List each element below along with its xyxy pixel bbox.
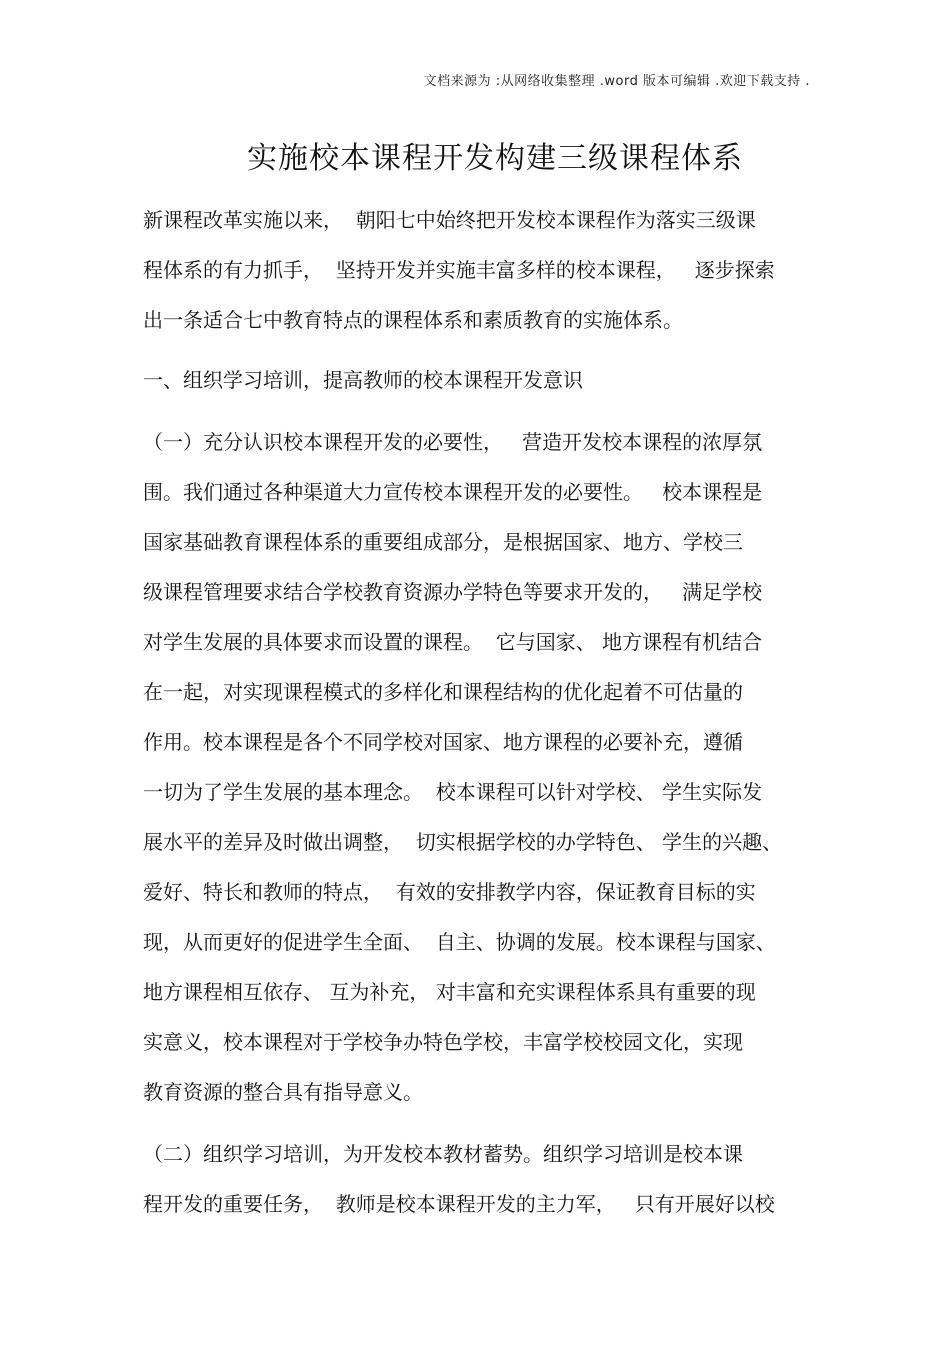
body-line: 作用。校本课程是各个不同学校对国家、地方课程的必要补充，遵循 [143, 730, 743, 754]
body-line: 出一条适合七中教育特点的课程体系和素质教育的实施体系。 [143, 308, 683, 332]
document-source-note: 文档来源为 :从网络收集整理 .word 版本可编辑 .欢迎下载支持 . [423, 74, 810, 89]
body-line: 对学生发展的具体要求而设置的课程。 它与国家、 地方课程有机结合 [143, 630, 763, 654]
body-line: 国家基础教育课程体系的重要组成部分，是根据国家、地方、学校三 [143, 530, 743, 554]
body-line: 现，从而更好的促进学生全面、 自主、协调的发展。校本课程与国家、 [143, 930, 776, 954]
section-heading: 一、组织学习培训，提高教师的校本课程开发意识 [143, 368, 583, 392]
body-line: 地方课程相互依存、 互为补充， 对丰富和充实课程体系具有重要的现 [143, 980, 756, 1004]
body-line: （二）组织学习培训，为开发校本教材蓄势。组织学习培训是校本课 [143, 1142, 743, 1166]
body-line: 爱好、特长和教师的特点， 有效的安排教学内容，保证教育目标的实 [143, 880, 756, 904]
body-line: 实意义，校本课程对于学校争办特色学校，丰富学校校园文化，实现 [143, 1030, 743, 1054]
body-line: 在一起，对实现课程模式的多样化和课程结构的优化起着不可估量的 [143, 680, 743, 704]
body-line: 级课程管理要求结合学校教育资源办学特色等要求开发的， 满足学校 [143, 580, 763, 604]
body-line: 程体系的有力抓手， 坚持开发并实施丰富多样的校本课程， 逐步探索 [143, 258, 775, 282]
body-line: 程开发的重要任务， 教师是校本课程开发的主力军， 只有开展好以校 [143, 1192, 775, 1216]
document-title: 实施校本课程开发构建三级课程体系 [247, 141, 743, 176]
body-line: （一）充分认识校本课程开发的必要性， 营造开发校本课程的浓厚氛 [143, 430, 763, 454]
body-line: 一切为了学生发展的基本理念。 校本课程可以针对学校、 学生实际发 [143, 780, 763, 804]
body-line: 新课程改革实施以来， 朝阳七中始终把开发校本课程作为落实三级课 [143, 208, 756, 232]
body-line: 展水平的差异及时做出调整， 切实根据学校的办学特色、 学生的兴趣、 [143, 830, 783, 854]
body-line: 围。我们通过各种渠道大力宣传校本课程开发的必要性。 校本课程是 [143, 480, 763, 504]
body-line: 教育资源的整合具有指导意义。 [143, 1080, 423, 1104]
